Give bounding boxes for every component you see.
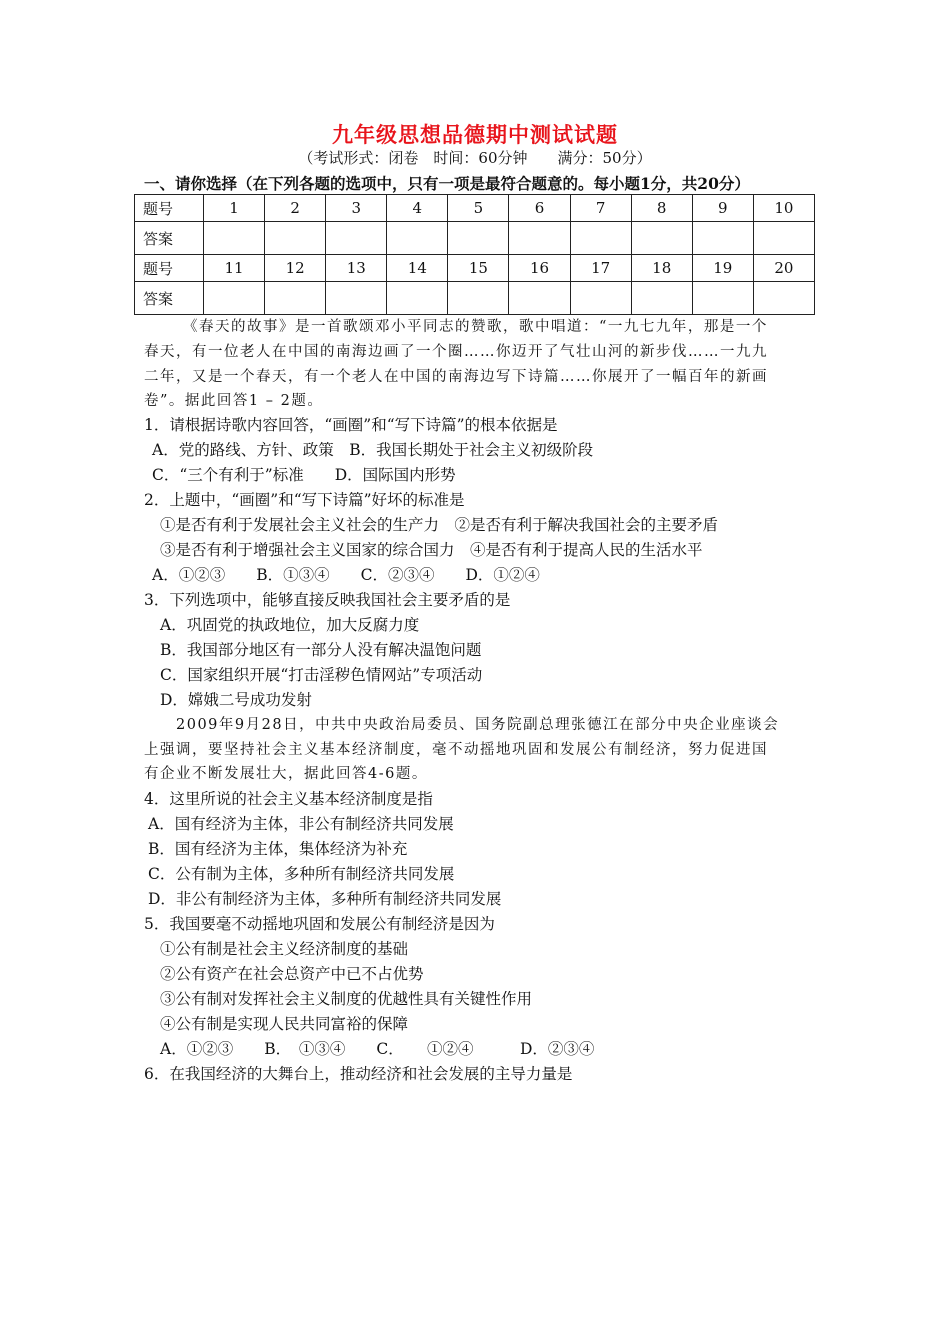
question-number: 15 [448, 255, 509, 282]
option-line: ③是否有利于增强社会主义国家的综合国力 ④是否有利于提高人民的生活水平 [160, 541, 703, 559]
section-heading: 一、请你选择（在下列各题的选项中，只有一项是最符合题意的。每小题1分，共20分） [144, 174, 750, 193]
table-row [135, 282, 815, 315]
option-line: D．非公有制经济为主体，多种所有制经济共同发展 [148, 890, 502, 908]
answer-cell[interactable] [509, 222, 570, 255]
exam-info: （考试形式：闭卷 时间：60分钟 满分：50分） [298, 149, 652, 167]
answer-cell[interactable] [753, 222, 814, 255]
answer-cell[interactable] [448, 222, 509, 255]
table-row [135, 222, 815, 255]
question-number: 13 [326, 255, 387, 282]
passage-line: 二年，又是一个春天，有一个老人在中国的南海边写下诗篇……你展开了一幅百年的新画 [144, 369, 768, 385]
option-line: A．党的路线、方针、政策 B．我国长期处于社会主义初级阶段 [152, 441, 594, 459]
question-number: 9 [692, 195, 753, 222]
answer-cell[interactable] [570, 282, 631, 315]
option-line: B．国有经济为主体，集体经济为补充 [148, 840, 408, 858]
table-row [135, 255, 815, 282]
page-title: 九年级思想品德期中测试试题 [332, 122, 618, 147]
answer-cell[interactable] [753, 282, 814, 315]
answer-cell[interactable] [387, 222, 448, 255]
answer-cell[interactable] [570, 222, 631, 255]
passage-line: 2009年9月28日，中共中央政治局委员、国务院副总理张德江在部分中央企业座谈会 [176, 717, 780, 733]
question-number: 6 [509, 195, 570, 222]
option-line: A．①②③ B．①③④ C．②③④ D．①②④ [152, 566, 540, 584]
option-line: C．国家组织开展“打击淫秽色情网站”专项活动 [160, 666, 483, 684]
option-line: D．嫦娥二号成功发射 [160, 691, 312, 709]
answer-cell[interactable] [204, 282, 265, 315]
question-stem: 5．我国要毫不动摇地巩固和发展公有制经济是因为 [144, 915, 495, 933]
passage-line: 《春天的故事》是一首歌颂邓小平同志的赞歌，歌中唱道：“一九七九年，那是一个 [183, 319, 768, 335]
question-number: 11 [204, 255, 265, 282]
row-label: 答案 [135, 282, 204, 315]
passage-line: 春天，有一位老人在中国的南海边画了一个圈……你迈开了气壮山河的新步伐……一九九 [144, 344, 768, 360]
answer-cell[interactable] [692, 222, 753, 255]
answer-cell[interactable] [509, 282, 570, 315]
answer-cell[interactable] [631, 222, 692, 255]
question-number: 2 [265, 195, 326, 222]
row-label: 题号 [135, 255, 204, 282]
answer-table [134, 194, 815, 315]
answer-cell[interactable] [448, 282, 509, 315]
question-number: 16 [509, 255, 570, 282]
option-line: ③公有制对发挥社会主义制度的优越性具有关键性作用 [160, 990, 533, 1008]
question-number: 19 [692, 255, 753, 282]
option-line: ②公有资产在社会总资产中已不占优势 [160, 965, 424, 983]
row-label: 题号 [135, 195, 204, 222]
question-number: 18 [631, 255, 692, 282]
option-line: A．巩固党的执政地位，加大反腐力度 [160, 616, 420, 634]
question-stem: 2．上题中，“画圈”和“写下诗篇”好坏的标准是 [144, 491, 465, 509]
answer-cell[interactable] [204, 222, 265, 255]
answer-cell[interactable] [265, 222, 326, 255]
answer-cell[interactable] [265, 282, 326, 315]
question-number: 17 [570, 255, 631, 282]
question-stem: 3．下列选项中，能够直接反映我国社会主要矛盾的是 [144, 591, 511, 609]
question-number: 7 [570, 195, 631, 222]
question-number: 10 [753, 195, 814, 222]
answer-cell[interactable] [387, 282, 448, 315]
question-number: 5 [448, 195, 509, 222]
answer-cell[interactable] [692, 282, 753, 315]
question-number: 14 [387, 255, 448, 282]
question-number: 12 [265, 255, 326, 282]
answer-cell[interactable] [326, 282, 387, 315]
option-line: A．①②③ B． ①③④ C． ①②④ D．②③④ [160, 1040, 595, 1058]
question-stem: 1．请根据诗歌内容回答，“画圈”和“写下诗篇”的根本依据是 [144, 416, 558, 434]
question-number: 20 [753, 255, 814, 282]
option-line: A．国有经济为主体，非公有制经济共同发展 [148, 815, 454, 833]
option-line: C．“三个有利于”标准 D．国际国内形势 [152, 466, 456, 484]
question-number: 4 [387, 195, 448, 222]
answer-cell[interactable] [326, 222, 387, 255]
passage-line: 卷”。据此回答1 – 2题。 [144, 393, 324, 409]
option-line: ①是否有利于发展社会主义社会的生产力 ②是否有利于解决我国社会的主要矛盾 [160, 516, 719, 534]
option-line: B．我国部分地区有一部分人没有解决温饱问题 [160, 641, 482, 659]
question-number: 1 [204, 195, 265, 222]
question-stem: 4．这里所说的社会主义基本经济制度是指 [144, 790, 433, 808]
row-label: 答案 [135, 222, 204, 255]
option-line: ④公有制是实现人民共同富裕的保障 [160, 1015, 409, 1033]
passage-line: 上强调，要坚持社会主义基本经济制度，毫不动摇地巩固和发展公有制经济，努力促进国 [144, 742, 768, 758]
passage-line: 有企业不断发展壮大，据此回答4-6题。 [144, 766, 428, 782]
option-line: C．公有制为主体，多种所有制经济共同发展 [148, 865, 455, 883]
answer-cell[interactable] [631, 282, 692, 315]
question-number: 3 [326, 195, 387, 222]
question-stem: 6．在我国经济的大舞台上，推动经济和社会发展的主导力量是 [144, 1065, 573, 1083]
question-number: 8 [631, 195, 692, 222]
table-row [135, 195, 815, 222]
option-line: ①公有制是社会主义经济制度的基础 [160, 940, 409, 958]
